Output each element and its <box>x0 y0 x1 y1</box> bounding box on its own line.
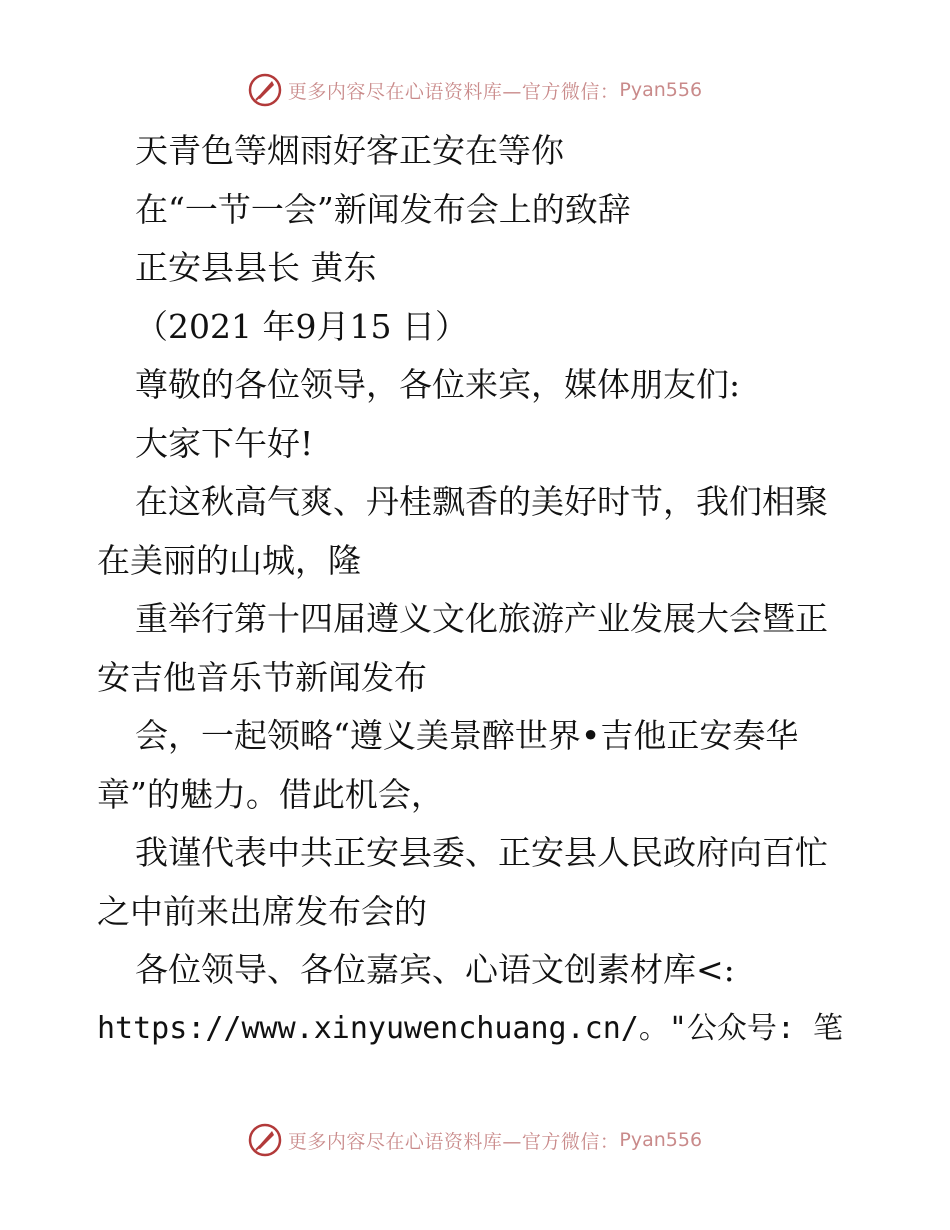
document-author: 正安县县长 黄东 <box>135 248 377 287</box>
watermark-text: 更多内容尽在心语资料库—官方微信： <box>287 1130 620 1153</box>
paragraph-line: 在美丽的山城，隆 <box>97 540 361 580</box>
document-title: 天青色等烟雨好客正安在等你 <box>135 131 564 170</box>
document-body <box>97 122 857 1058</box>
paragraph-line: 重举行第十四届遵义文化旅游产业发展大会暨正 <box>135 599 828 638</box>
document-date: （2021 年9月15 日） <box>135 306 468 346</box>
paragraph-line: 章”的魅力。借此机会， <box>97 774 444 814</box>
paragraph-line: 之中前来出席发布会的 <box>97 891 427 931</box>
watermark-handle: Pyan556 <box>619 79 703 101</box>
feather-pen-icon <box>248 73 282 107</box>
paragraph-line: 会，一起领略“遵义美景醉世界•吉他正安奏华 <box>135 716 799 755</box>
watermark-handle: Pyan556 <box>619 1129 703 1151</box>
paragraph-line: 在这秋高气爽、丹桂飘香的美好时节，我们相聚 <box>135 482 828 521</box>
salutation: 尊敬的各位领导，各位来宾，媒体朋友们: <box>135 365 741 404</box>
footer-watermark <box>0 1120 950 1160</box>
watermark-text: 更多内容尽在心语资料库—官方微信： <box>287 80 620 103</box>
document-subtitle: 在“一节一会”新闻发布会上的致辞 <box>135 189 631 229</box>
feather-pen-icon <box>248 1123 282 1157</box>
paragraph-line: 我谨代表中共正安县委、正安县人民政府向百忙 <box>135 833 828 872</box>
url-line: https://www.xinyuwenchuang.cn/。"公众号: 笔 <box>97 1010 844 1046</box>
paragraph-line: 安吉他音乐节新闻发布 <box>97 657 427 697</box>
paragraph-line: 各位领导、各位嘉宾、心语文创素材库<: <box>135 950 735 989</box>
greeting: 大家下午好! <box>135 423 314 463</box>
header-watermark <box>0 70 950 110</box>
